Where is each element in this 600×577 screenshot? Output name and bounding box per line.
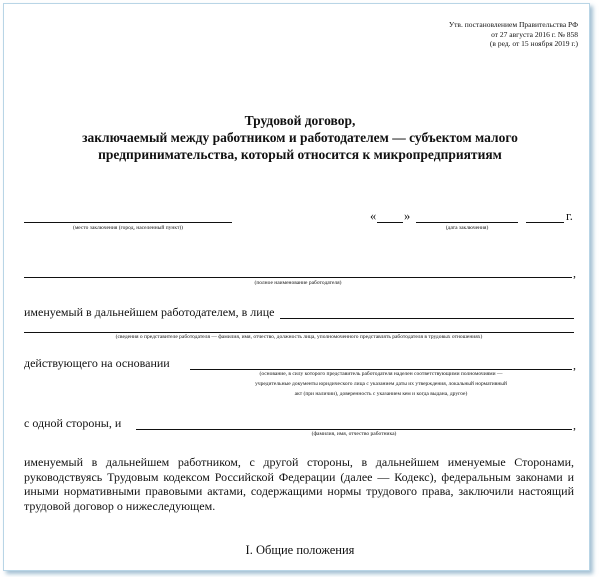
- date-quote-close: »: [404, 209, 411, 223]
- date-year-field[interactable]: [526, 222, 564, 223]
- worker-caption: (фамилия, имя, отчество работника): [311, 431, 397, 437]
- date-quote-open: «: [370, 209, 377, 223]
- worker-comma: ,: [573, 418, 576, 432]
- side-text: с одной стороны, и: [24, 416, 122, 430]
- date-caption: (дата заключения): [445, 225, 489, 231]
- place-caption: (место заключения (город, населенный пункт)): [72, 225, 184, 231]
- title-line-3: предпринимательства, который относится к микропредприятиям: [98, 147, 502, 162]
- approval-line-3: (в ред. от 15 ноября 2019 г.): [489, 39, 578, 48]
- representative-caption: (сведения о представителе работодателя — фамилия, имя, отчество, должность лица, уполномоченного представлять работодателя в трудовых отношениях): [115, 334, 483, 340]
- preamble-paragraph: именуемый в дальнейшем работником, с другой стороны, в дальнейшем именуемые Сторонами, руководствуясь Трудовым кодексом Российской Федерации (далее — Кодекс), федеральным законами и иными нормативными правовыми актами, содержащими нормы трудового права, заключили настоящий трудовой договор о нижеследующем.: [24, 455, 574, 513]
- employer-field[interactable]: [24, 277, 572, 278]
- section-title: I. Общие положения: [245, 543, 355, 557]
- year-suffix: г.: [566, 209, 573, 223]
- employer-comma: ,: [573, 266, 576, 280]
- title-line-2: заключаемый между работником и работодателем — субъектом малого: [82, 130, 518, 145]
- date-month-field[interactable]: [416, 222, 518, 223]
- employer-text: именуемый в дальнейшем работодателем, в лице: [24, 305, 275, 319]
- date-day-field[interactable]: [377, 222, 403, 223]
- employer-caption: (полное наименование работодателя): [254, 280, 342, 286]
- worker-field[interactable]: [136, 429, 572, 430]
- place-field[interactable]: [24, 222, 232, 223]
- representative-name-field[interactable]: [280, 318, 574, 319]
- basis-caption-1: (основание, в силу которого представитель работодателя наделен соответствующими полномочиями —: [259, 371, 503, 377]
- approval-line-2: от 27 августа 2016 г. № 858: [491, 29, 578, 39]
- basis-caption-3: акт (при наличии), доверенность с указанием кем и когда выдана, другое): [294, 391, 468, 397]
- title-line-1: Трудовой договор,: [244, 113, 356, 128]
- approval-note: [449, 20, 578, 49]
- approval-line-1: Утв. постановлением Правительства РФ: [448, 20, 578, 29]
- document-title: [0, 112, 600, 163]
- basis-field[interactable]: [190, 369, 572, 370]
- basis-text: действующего на основании: [24, 356, 170, 370]
- representative-field[interactable]: [24, 332, 574, 333]
- basis-caption-2: учредительные документы юридического лица с указанием даты их утверждения, локальный нормативный: [255, 381, 507, 387]
- basis-comma: ,: [573, 358, 576, 372]
